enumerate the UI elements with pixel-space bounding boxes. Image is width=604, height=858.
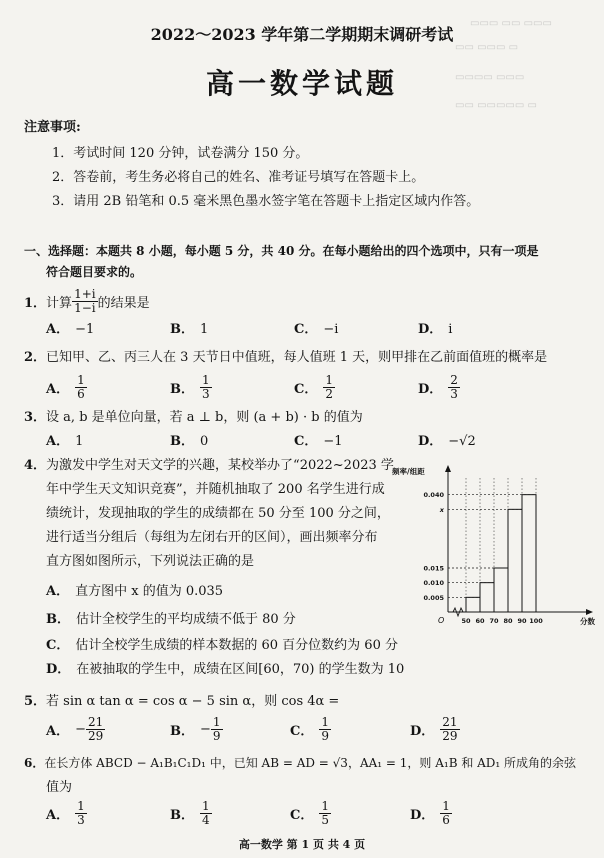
question-text: 的结果是 — [97, 296, 150, 311]
x-tick-label: 100 — [529, 617, 543, 625]
option-c: C． −i — [294, 322, 339, 337]
question-4 — [24, 454, 394, 473]
option-d: D． i — [418, 322, 453, 337]
question-2 — [24, 346, 547, 365]
option-a: A． $\frac{1}{3}$ — [46, 799, 85, 827]
question-5 — [24, 690, 339, 709]
option-d: D． $\frac{21}{29}$ — [410, 715, 458, 743]
question-text: 进行适当分组后（每组为左闭右开的区间），画出频率分布 — [46, 530, 378, 545]
option-d: D． $\frac{2}{3}$ — [418, 373, 458, 401]
x-axis-label: 分数 — [580, 617, 595, 626]
option-b: B． $\frac{1}{3}$ — [170, 373, 210, 401]
option-b: B． − $\frac{1}{9}$ — [170, 715, 221, 743]
option-d: D． 在被抽取的学生中，成绩在区间[60，70) 的学生数为 10 — [46, 662, 405, 677]
question-number: 1． — [24, 296, 47, 311]
y-tick-label: x — [439, 505, 444, 514]
y-tick-label: 0.005 — [423, 593, 444, 602]
x-tick-label: 70 — [489, 617, 499, 625]
question-number: 5． — [24, 694, 47, 709]
y-tick-label: 0.040 — [423, 491, 444, 500]
show-through-mark: ▭▭ ▭▭▭ ▭ — [455, 42, 519, 53]
show-through-mark: ▭▭ ▭▭▭▭▭ ▭ — [455, 100, 537, 111]
question-text: 计算 — [46, 296, 73, 311]
page-footer: 高一数学 第 1 页 共 4 页 — [238, 838, 366, 851]
option-a: A． 1 — [46, 434, 84, 449]
x-tick-label: 90 — [517, 617, 527, 625]
option-b: B． 1 — [170, 322, 209, 337]
histogram-bar — [466, 597, 480, 612]
question-text: 设 a, b 是单位向量，若 a ⊥ b，则 (a + b) · b 的值为 — [46, 410, 363, 425]
question-number: 2． — [24, 350, 47, 365]
question-text: 在长方体 ABCD − A₁B₁C₁D₁ 中，已知 AB = AD = √3，AA₁ = 1，则 A₁B 和 AD₁ 所成角的余弦 — [44, 756, 577, 770]
x-axis-arrow — [586, 609, 593, 615]
question-text: 年中学生天文知识竞赛”，并随机抽取了 200 名学生进行成 — [46, 482, 385, 497]
histogram-bar — [508, 509, 522, 612]
y-tick-label: 0.015 — [423, 564, 444, 573]
y-tick-label: 0.010 — [423, 579, 444, 588]
option-a: A． − $\frac{21}{29}$ — [46, 715, 104, 743]
option-b: B． $\frac{1}{4}$ — [170, 799, 210, 827]
origin-label: O — [438, 616, 445, 625]
option-d: D． $\frac{1}{6}$ — [410, 799, 450, 827]
histogram-bar — [480, 583, 494, 612]
option-b: B． 估计全校学生的平均成绩不低于 80 分 — [46, 612, 296, 627]
option-c: C． −1 — [294, 434, 343, 449]
question-text: 为激发中学生对天文学的兴趣，某校举办了“2022~2023 学 — [46, 458, 394, 473]
notice-item: 1．考试时间 120 分钟，试卷满分 150 分。 — [52, 146, 309, 161]
y-axis-arrow — [445, 465, 451, 472]
option-a: A． 直方图中 x 的值为 0.035 — [46, 584, 224, 599]
question-number: 4． — [24, 458, 47, 473]
exam-title: 2022～2023 学年第二学期期末调研考试 — [150, 25, 454, 44]
y-axis-label: 频率/组距 — [392, 467, 425, 476]
fraction — [72, 288, 98, 315]
histogram-bar — [494, 568, 508, 612]
option-a: A． −1 — [46, 322, 95, 337]
option-b: B． 0 — [170, 434, 209, 449]
question-text: 值为 — [46, 780, 73, 795]
option-c: C． 估计全校学生成绩的样本数据的 60 百分位数约为 60 分 — [46, 638, 398, 653]
question-number: 6． — [24, 756, 45, 770]
question-text: 绩统计，发现抽取的学生的成绩都在 50 分至 100 分之间， — [46, 506, 390, 521]
x-tick-label: 60 — [475, 617, 485, 625]
option-c: C． $\frac{1}{2}$ — [294, 373, 333, 401]
show-through-mark: ▭▭▭▭ ▭▭▭ — [455, 72, 525, 83]
question-6 — [24, 754, 576, 771]
fraction-numerator: 1+i — [74, 287, 96, 301]
frequency-histogram — [390, 462, 596, 632]
question-1 — [24, 288, 150, 315]
question-text: 若 sin α tan α = cos α − 5 sin α，则 cos 4α = — [46, 694, 340, 709]
option-c: C． $\frac{1}{9}$ — [290, 715, 329, 743]
x-tick-label: 80 — [503, 617, 513, 625]
histogram-bar — [522, 495, 536, 612]
notice-item: 2．答卷前，考生务必将自己的姓名、准考证号填写在答题卡上。 — [52, 170, 425, 185]
subject-title: 高一数学试题 — [205, 67, 398, 100]
section-heading: 一、选择题：本题共 8 小题，每小题 5 分，共 40 分。在每小题给出的四个选项中，只有一项是 — [24, 244, 539, 258]
option-d: D． −√2 — [418, 434, 476, 449]
question-number: 3． — [24, 410, 47, 425]
question-3 — [24, 406, 363, 425]
notice-heading: 注意事项: — [24, 120, 81, 135]
x-tick-label: 50 — [461, 617, 471, 625]
option-a: A． $\frac{1}{6}$ — [46, 373, 85, 401]
show-through-mark: ▭▭▭ ▭▭ ▭▭▭ — [470, 18, 552, 29]
section-heading-cont: 符合题目要求的。 — [46, 265, 143, 279]
notice-item: 3．请用 2B 铅笔和 0.5 毫米黑色墨水签字笔在答题卡上指定区域内作答。 — [52, 194, 480, 209]
question-text: 直方图如图所示，下列说法正确的是 — [46, 554, 255, 569]
option-c: C． $\frac{1}{5}$ — [290, 799, 329, 827]
fraction-denominator: 1−i — [74, 301, 96, 315]
question-text: 已知甲、乙、丙三人在 3 天节日中值班，每人值班 1 天，则甲排在乙前面值班的概率是 — [46, 350, 548, 365]
